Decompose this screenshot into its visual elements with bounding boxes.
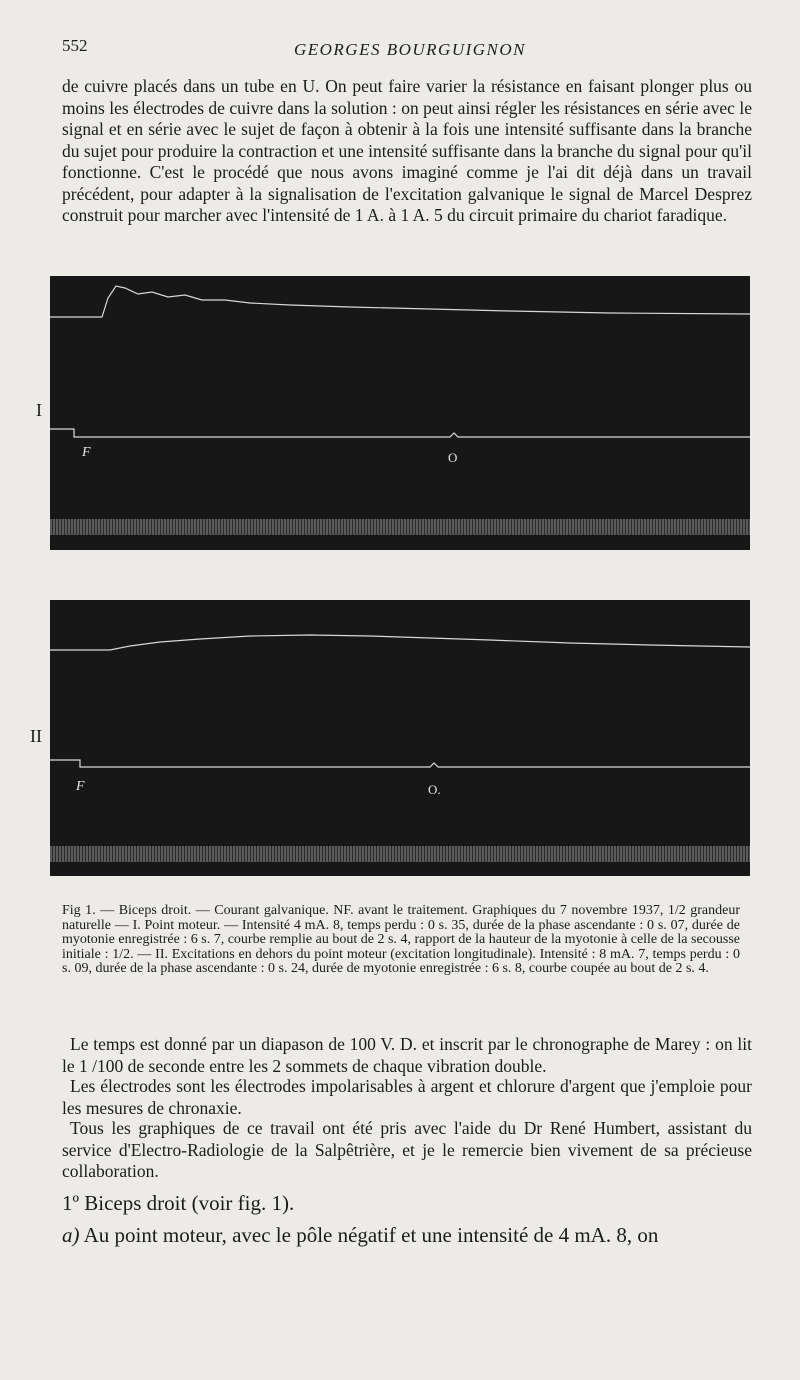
trace-mark-f-2: F [76,779,85,794]
chronograph-band-2 [50,846,750,862]
myogram-panel-2 [50,600,750,876]
figure-panel-1 [50,276,750,550]
trace-mark-f-1: F [82,445,91,460]
section-heading-1 [62,1190,762,1216]
subsection-letter: a) [62,1223,80,1247]
paragraph-acknowledgement: Tous les graphiques de ce travail ont été pris avec l'aide du Dr René Humbert, assistant du service d'Electro-Radiologie de la Salpêtrière, et je le remercie bien vivement de sa précieuse collaboration. [62,1118,752,1181]
figure-label-1: I [36,400,42,420]
section-title: Biceps droit (voir fig. 1). [84,1191,295,1215]
page-number: 552 [62,36,88,55]
running-head: GEORGES BOURGUIGNON [293,40,526,59]
figure-panel-2 [50,600,750,876]
trace-mark-o-1: O [448,450,458,465]
figure-caption: Fig 1. — Biceps droit. — Courant galvanique. NF. avant le traitement. Graphiques du 7 novembre 1937, 1/2 grandeur naturelle — I. Point moteur. — Intensité 4 mA. 8, temps perdu : 0 s. 35, durée de la phase ascendante : 0 s. 07, durée de myotonie enregistrée : 6 s. 7, courbe remplie au bout de 2 s. 4, rapport de la hauteur de la myotonie à celle de la secousse initiale : 1/2. — II. Excitations en dehors du point moteur (excitation longitudinale). Intensité : 8 mA. 7, temps perdu : 0 s. 09, durée de la phase ascendante : 0 s. 24, durée de myotonie enregistrée : 6 s. 8, courbe coupée au bout de 2 s. 4. [62,903,740,977]
paragraph-diapason: Le temps est donné par un diapason de 100 V. D. et inscrit par le chronographe de Marey : on lit le 1 /100 de seconde entre les 2 sommets de chaque vibration double. [62,1034,752,1076]
myogram-panel-1 [50,276,750,550]
subsection-text: Au point moteur, avec le pôle négatif et une intensité de 4 mA. 8, on [83,1223,659,1247]
chronograph-band-1 [50,519,750,535]
paragraph-electrodes: Les électrodes sont les électrodes impolarisables à argent et chlorure d'argent que j'emploie pour les mesures de chronaxie. [62,1076,752,1118]
paragraph-top: de cuivre placés dans un tube en U. On peut faire varier la résistance en faisant plonger plus ou moins les électrodes de cuivre dans la solution : on peut ainsi régler les résistances en série avec le signal et en série avec le sujet de façon à obtenir à la fois une intensité suffisante dans la branche du sujet pour produire la contraction et une intensité suffisante dans la branche du signal pour qu'il fonctionne. C'est le procédé que nous avons imaginé comme je l'ai dit déjà dans un travail précédent, pour adapter à la signalisation de l'excitation galvanique le signal de Marcel Desprez construit pour marcher avec l'intensité de 1 A. à 1 A. 5 du circuit primaire du chariot faradique. [62,76,753,225]
section-number: 1º [62,1191,80,1215]
section-heading-2 [62,1222,762,1248]
trace-mark-o-2: O. [428,782,441,797]
figure-label-2: II [30,726,42,746]
